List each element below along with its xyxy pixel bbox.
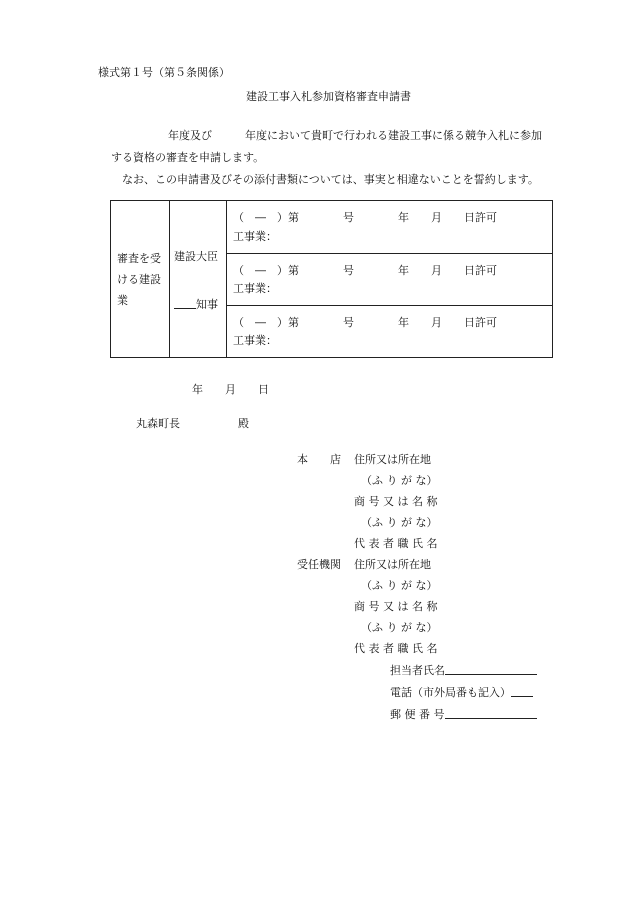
table-divider [227, 305, 552, 306]
intro-line-3: なお、この申請書及びその添付書類については、事実と相違ないことを誓約します。 [122, 173, 539, 186]
work-type-label-2: 工事業： [233, 282, 277, 295]
contact-person-row [390, 664, 537, 676]
table-divider [226, 201, 227, 357]
applicant-type-label-3: 業 [117, 294, 128, 307]
table-divider [227, 253, 552, 254]
permit-row-2: （ ― ）第 号 年 月 日許可 [233, 264, 497, 277]
phone-label: 電話（市外局番も記入） [390, 686, 511, 699]
license-table [110, 200, 553, 358]
issuer-minister: 建設大臣 [174, 250, 218, 263]
page-title: 建設工事入札参加資格審査申請書 [246, 90, 411, 103]
work-type-label-1: 工事業： [233, 230, 277, 243]
postal-code-blank [445, 708, 537, 719]
issuer-governor [174, 298, 218, 310]
governor-prefecture-blank [174, 298, 196, 309]
applicant-type-label-2: ける建設 [117, 273, 161, 286]
head-office-company-label: 商 号 又 は 名 称 [354, 495, 438, 508]
work-type-label-3: 工事業： [233, 334, 277, 347]
table-divider [169, 201, 170, 357]
submission-date: 年 月 日 [192, 383, 269, 396]
form-number: 様式第１号（第５条関係） [98, 66, 230, 79]
head-office-representative-label: 代 表 者 職 氏 名 [354, 537, 438, 550]
head-office-address-label: 住所又は所在地 [354, 453, 431, 466]
addressee-name: 丸森町長 [136, 417, 180, 430]
agent-label: 受任機関 [297, 558, 341, 571]
head-office-furigana-label: （ふ り が な） [361, 474, 438, 487]
phone-row [390, 686, 533, 698]
agent-furigana-label-2: （ふ り が な） [361, 621, 438, 634]
contact-person-label: 担当者氏名 [390, 664, 445, 677]
addressee-honorific: 殿 [238, 417, 249, 430]
issuer-governor-label: 知事 [196, 298, 218, 311]
postal-code-row [390, 708, 537, 720]
agent-representative-label: 代 表 者 職 氏 名 [354, 642, 438, 655]
permit-row-1: （ ― ）第 号 年 月 日許可 [233, 211, 497, 224]
agent-address-label: 住所又は所在地 [354, 558, 431, 571]
phone-blank [511, 686, 533, 697]
intro-line-1: 年度及び 年度において貴町で行われる建設工事に係る競争入札に参加 [168, 129, 542, 142]
permit-row-3: （ ― ）第 号 年 月 日許可 [233, 316, 497, 329]
agent-furigana-label: （ふ り が な） [361, 579, 438, 592]
applicant-type-label-1: 審査を受 [117, 252, 161, 265]
intro-line-2: する資格の審査を申請します。 [111, 151, 265, 164]
postal-code-label: 郵 便 番 号 [390, 708, 445, 721]
agent-company-label: 商 号 又 は 名 称 [354, 600, 438, 613]
head-office-furigana-label-2: （ふ り が な） [361, 516, 438, 529]
contact-person-blank [445, 664, 537, 675]
head-office-label: 本 店 [297, 453, 341, 466]
